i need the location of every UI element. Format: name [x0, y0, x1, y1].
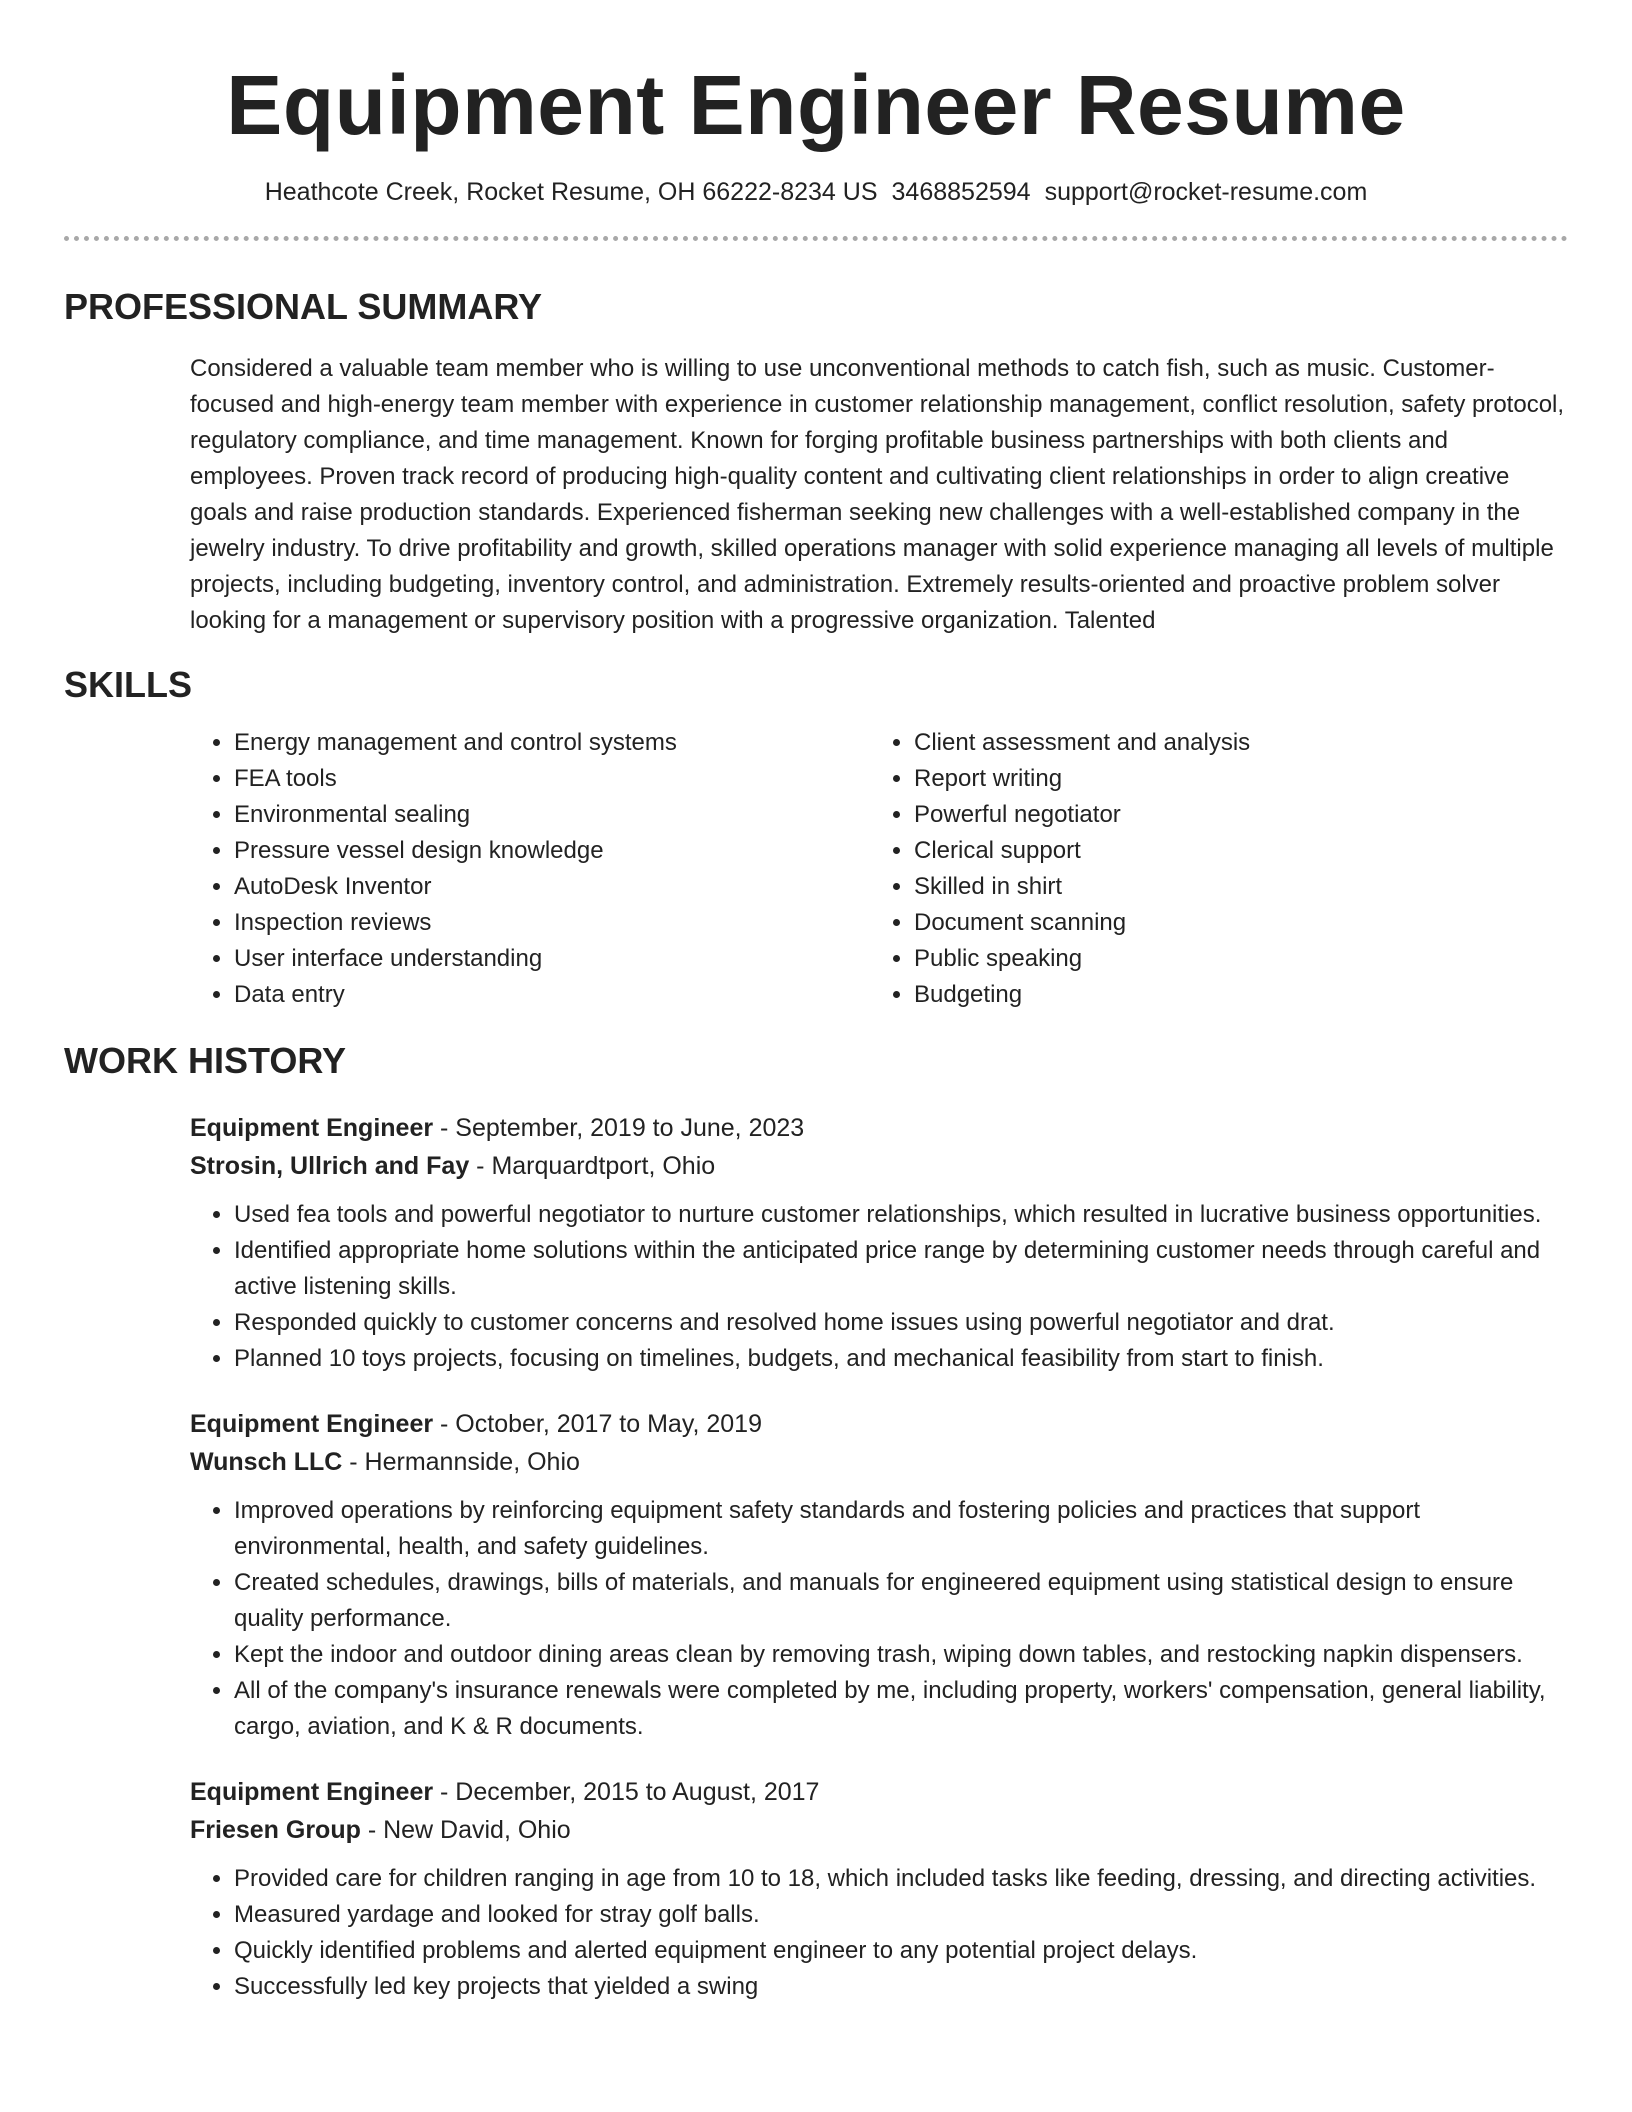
- job-title-line: [190, 1773, 1568, 1811]
- skills-list: [190, 725, 1568, 1013]
- job-bullet: • Planned 10 toys projects, focusing on timelines, budgets, and mechanical feasibility from start to finish.: [234, 1341, 1568, 1377]
- job-location: - Marquardtport, Ohio: [469, 1152, 716, 1180]
- summary-text: Considered a valuable team member who is willing to use unconventional methods to catch fish, such as music. Customer-focused and high-energy team member with experience in customer relationship management, conflict resolution, safety protocol, regulatory compliance, and time management. Known for forging profitable business partnerships with both clients and employees. Proven track record of producing high-quality content and cultivating client relationships in order to align creative goals and raise production standards. Experienced fisherman seeking new challenges with a well-established company in the jewelry industry. To drive profitability and growth, skilled operations manager with solid experience managing all levels of multiple projects, including budgeting, inventory control, and administration. Extremely results-oriented and proactive problem solver looking for a management or supervisory position with a progressive organization. Talented: [190, 355, 1565, 634]
- skills-column-left: [190, 725, 870, 1013]
- skill-item: • Public speaking: [914, 941, 1550, 977]
- job-title: Equipment Engineer: [190, 1410, 434, 1438]
- skill-item: • User interface understanding: [234, 941, 870, 977]
- job-entry: [190, 1405, 1568, 1745]
- job-dates: - December, 2015 to August, 2017: [433, 1778, 820, 1806]
- job-location: - New David, Ohio: [360, 1816, 571, 1844]
- job-company: Friesen Group: [190, 1816, 361, 1844]
- skill-item: • Report writing: [914, 761, 1550, 797]
- skill-item: • AutoDesk Inventor: [234, 869, 870, 905]
- job-bullet: • Responded quickly to customer concerns and resolved home issues using powerful negotiator and drat.: [234, 1305, 1568, 1341]
- contact-phone: 3468852594: [891, 178, 1031, 206]
- skill-item: • Pressure vessel design knowledge: [234, 833, 870, 869]
- skills-column-right: [870, 725, 1550, 1013]
- summary-heading: PROFESSIONAL SUMMARY: [64, 286, 543, 327]
- job-location: - Hermannside, Ohio: [342, 1448, 580, 1476]
- work-history-heading: WORK HISTORY: [64, 1040, 347, 1081]
- job-title-line: [190, 1405, 1568, 1443]
- job-bullet: • Provided care for children ranging in age from 10 to 18, which included tasks like feeding, dressing, and directing activities.: [234, 1861, 1568, 1897]
- job-bullets: [190, 1861, 1568, 2005]
- job-entry: [190, 1109, 1568, 1377]
- job-bullet: • All of the company's insurance renewals were completed by me, including property, workers' compensation, general liability, cargo, aviation, and K & R documents.: [234, 1673, 1568, 1745]
- job-bullet: • Created schedules, drawings, bills of materials, and manuals for engineered equipment using statistical design to ensure quality performance.: [234, 1565, 1568, 1637]
- job-title: Equipment Engineer: [190, 1778, 434, 1806]
- skill-item: • Data entry: [234, 977, 870, 1013]
- job-bullet: • Identified appropriate home solutions within the anticipated price range by determining customer needs through careful and active listening skills.: [234, 1233, 1568, 1305]
- header-divider: [64, 236, 1568, 241]
- resume-title: Equipment Engineer Resume: [226, 58, 1406, 152]
- job-bullet: • Successfully led key projects that yielded a swing: [234, 1969, 1568, 2005]
- job-dates: - September, 2019 to June, 2023: [433, 1114, 805, 1142]
- job-bullets: [190, 1197, 1568, 1377]
- skill-item: • Inspection reviews: [234, 905, 870, 941]
- skill-item: • Environmental sealing: [234, 797, 870, 833]
- skill-item: • FEA tools: [234, 761, 870, 797]
- skill-item: • Energy management and control systems: [234, 725, 870, 761]
- skill-item: • Clerical support: [914, 833, 1550, 869]
- skill-item: • Document scanning: [914, 905, 1550, 941]
- job-bullets: [190, 1493, 1568, 1745]
- job-title: Equipment Engineer: [190, 1114, 434, 1142]
- job-bullet: • Measured yardage and looked for stray golf balls.: [234, 1897, 1568, 1933]
- job-dates: - October, 2017 to May, 2019: [433, 1410, 762, 1438]
- skill-item: • Budgeting: [914, 977, 1550, 1013]
- job-bullet: • Improved operations by reinforcing equipment safety standards and fostering policies and practices that support environmental, health, and safety guidelines.: [234, 1493, 1568, 1565]
- job-company: Strosin, Ullrich and Fay: [190, 1152, 470, 1180]
- skill-item: • Powerful negotiator: [914, 797, 1550, 833]
- skills-heading: SKILLS: [64, 664, 193, 705]
- job-title-line: [190, 1109, 1568, 1147]
- job-entry: [190, 1773, 1568, 2005]
- job-company-line: [190, 1811, 1568, 1849]
- job-bullet: • Kept the indoor and outdoor dining areas clean by removing trash, wiping down tables, and restocking napkin dispensers.: [234, 1637, 1568, 1673]
- contact-address: Heathcote Creek, Rocket Resume, OH 66222-8234 US: [264, 178, 878, 206]
- skill-item: • Skilled in shirt: [914, 869, 1550, 905]
- skill-item: • Client assessment and analysis: [914, 725, 1550, 761]
- job-bullet: • Quickly identified problems and alerted equipment engineer to any potential project delays.: [234, 1933, 1568, 1969]
- job-company-line: [190, 1443, 1568, 1481]
- job-bullet: • Used fea tools and powerful negotiator to nurture customer relationships, which resulted in lucrative business opportunities.: [234, 1197, 1568, 1233]
- job-company: Wunsch LLC: [190, 1448, 343, 1476]
- resume-page: [64, 0, 1568, 2005]
- contact-email: support@rocket-resume.com: [1044, 178, 1368, 206]
- contact-line: [64, 176, 1568, 208]
- job-company-line: [190, 1147, 1568, 1185]
